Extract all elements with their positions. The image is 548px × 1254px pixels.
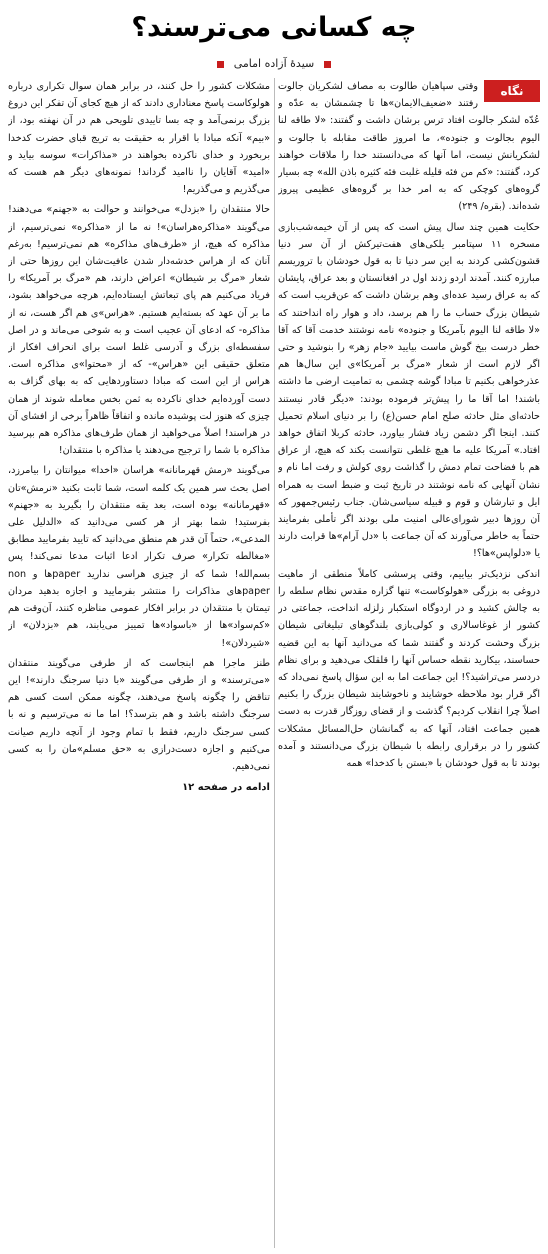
section-tag: نگاه xyxy=(484,80,540,102)
paragraph: حالا منتقدان را «بزدل» می‌خوانند و حوالت به «جهنم» می‌دهند! می‌گویند «مذاکره‌هراسان»! نه ما از «مذاکره» نمی‌ترسیم، از مذاکره که هیچ، از «طرف‌های مذاکره» هم نمی‌ترسیم! به‌رغم آنان که از هراس خدشه‌دار شدن عافیت‌شان این روزها حتی از شعار «مرگ بر شیطان» اعراض دارند، هم «مرگ بر آمریکا» را فریاد می‌کنیم هم پای تبعاتش ایستاده‌ایم، هرچه می‌خواهد بشود، ما بر آن عهد که بسته‌ایم هستیم. «هراس»ی هم اگر هست، نه از مذاکره- که ادعای آن عجیب است و به شوخی می‌ماند و در اصل سفسطه‌ای بزرگ و آدرسی غلط است برای انحراف افکار از متعلق حقیقی این «هراس»- که از «محتوا»ی مذاکره است. هراس از این است که مبادا دستاوردهایی که به بهای گزاف به دست آورده‌ایم خدای ناکرده به ثمن بخس معامله شوند از همان چیزی که هنوز لت پوشیده مانده و اتفاقاً ظاهراً برخی از افشای آن در هراسند! اصلاً می‌خواهید از همان طرف‌های مذاکره هم بپرسید مذاکره با شما را ترجیح می‌دهند یا مذاکره با منتقدان! xyxy=(8,204,270,457)
continuation-note[interactable]: ادامه در صفحه ۱۲ xyxy=(182,782,270,794)
paragraph: اندکی نزدیک‌تر بیاییم، وقتی پرسشی کاملاً منطقی از ماهیت دروغی به بزرگی «هولوکاست» تنها گزاره مقدس نظام سلطه را به چالش کشید و در اردوگاه استکبار زلزله انداخت، جماعتی در کشور از غوغاسالاری و کولی‌بازی بلندگوهای تبلیغاتی شیطان بزرگ وحشت کردند و گفتند شما که می‌دانید آنها به این قضیه حساسند، بیکارید نقطه حساس آنها را قلقلک می‌دهید و برای نظام دردسر می‌تراشید؟! این جماعت اما به این سؤال پاسخ نمی‌داد که اگر قرار بود ملاحظه خوشایند و ناخوشایند شیطان بزرگ را بکنیم اصلاً چرا انقلاب کردیم؟ گذشت و از قضای روزگار قدرت به دست همین جماعت افتاد، آنها که به گمانشان حل‌المسائل مشکلات کشور را در برقراری رابطه با شیطان بزرگ می‌دانستند و آمده بودند تا به قول خودشان با «بستن با کدخدا» همه xyxy=(278,568,540,769)
paragraph: حکایت همین چند سال پیش است که پس از آن خیمه‌شب‌بازی مسخره ۱۱ سپتامبر یلکی‌های هفت‌تیرکش از آن سر دنیا قشون‌کشی کردند به این سر دنیا تا به قول خودشان با تروریسم مبارزه کنند. آمدند اردو زدند اول در افغانستان و بعد عراق، پایشان که به عراق رسید عده‌ای وهم برشان داشت که عن‌قریب است که شیطان بزرگ حساب ما را هم برسد، داد و هوار راه انداختند که «لا طاقه لنا الیوم بآمریکا و جنوده» نامه نوشتند خدمت آقا که آقا خطر درست بیخ گوش ماست بیایید «جام زهر» را بنوشید و حتی اگر لازم است از شعار «مرگ بر آمریکا»ی این سال‌ها هم عذرخواهی بکنیم تا مبادا گوشه چشمی به تمامیت ارضی ما داشته باشند! اما آقا ما را پیش‌تر فرموده بودند: «دیگر قادر نیستند حادثه‌ای مثل حادثه صلح امام حسن(ع) را بر دنیای اسلام تحمیل کنند. اینجا اگر دشمن زیاد فشار بیاورد، حادثه کربلا اتفاق خواهد افتاد.» آمریکا علیه ما هیچ غلطی نتوانست بکند که هیچ، از عراق هم با فضاحت تمام دمش را گذاشت روی کولش و رفت اما نام و نشان آنهایی که نامه نوشتند در تاریخ ثبت و ضبط است به همراه ایل و تبارشان و قوم و قبیله سیاسی‌شان. جناب رئیس‌جمهور که آن روزها دبیر شورای‌عالی امنیت ملی بودند اگر تأملی بفرمایند حتماً به خاطر می‌آورند که آن جماعت با «دل آرام»ها قرابت دارند یا «دلواپس»ها؟! xyxy=(278,221,540,560)
author-name: سیدهٔ آزاده امامی xyxy=(233,57,315,70)
byline xyxy=(8,56,540,72)
left-column xyxy=(8,78,270,1248)
paragraph: مشکلات کشور را حل کنند، در برابر همان سوال تکراری درباره هولوکاست پاسخ معناداری دادند که از هیچ کجای آن تفکر این دروغ بزرگ برنمی‌آمد و چه بسا تاییدی تلویحی هم در آن نهفته بود، از «بیم» آنکه مبادا با اقرار به حقیقت به تریج قبای حضرت کدخدا بربخورد و خدای ناکرده بخواهند در «مذاکرات» سوسه بیاید و «امید» آقایان را ناامید گرداند! نمونه‌های دیگر هم هست که می‌گذریم و می‌گذریم! xyxy=(8,81,270,196)
red-square-icon xyxy=(324,61,331,68)
article-body xyxy=(8,78,540,1248)
red-square-icon xyxy=(217,61,224,68)
right-column xyxy=(278,78,540,1248)
paragraph: می‌گویند «رمش قهرمانانه» هراسان «اخدا» میوانتان را بیامرزد، اصل بحث سر همین یک کلمه است، شما ثابت بکنید «نرمش»تان «قهرمانانه» بوده است، بعد یقه منتقدان را بگیرید به «جهنم» بفرستید! شما بهتر از هر کسی می‌دانید که «الدلیل علی المدعی»، حتماً آن قدر هم منطق می‌دانید که تایید بفرمایید مطابق «مغالطه تکرار» صرف تکرار ادعا اثبات مدعا نمی‌کند! پس بسم‌الله! شما که از چیزی هراسی ندارید paperها و non paperهای مذاکرات را منتشر بفرمایید و اجازه بدهید مردان تیمتان با منتقدان در برابر افکار عمومی مناظره کنند، آن‌وقت هم «کم‌سواد»ها از «باسواد»ها تمییز می‌یابند، هم «بزدلان» از «شیردلان»! xyxy=(8,465,270,649)
article-headline: چه کسانی می‌ترسند؟ xyxy=(131,12,417,43)
paragraph: طنز ماجرا هم اینجاست که از طرفی می‌گویند منتقدان «می‌ترسند» و از طرفی می‌گویند «با دنیا سرجنگ دارند»! این تناقض را چگونه پاسخ می‌دهند، چگونه ممکن است کسی هم سرجنگ داشته باشد و هم بترسد؟! اما ما نه می‌ترسیم و نه با کسی سرجنگ داریم، فقط با تمام وجود از آنچه داریم صیانت می‌کنیم و اجازه دست‌درازی به «حق مسلم»مان را به کسی نمی‌دهیم. xyxy=(8,657,270,772)
paragraph: وقتی سپاهیان طالوت به مصاف لشکریان جالوت رفتند «ضعیف‌الایمان»ها تا چشمشان به عدّه و عُدّه لشکر جالوت افتاد ترس برشان داشت و گفتند: «لا طاقه لنا الیوم بجالوت و جنوده»، ما امروز طاقت مقابله با جالوت و لشکریانش نیست، اما آنها که می‌دانستند خدا را ملاقات خواهند کرد، گفتند: «کم من فئه قلیله غلبت فئه کثیره باذن الله» چه بسیار گروه‌های کوچکی که به امر خدا بر گروه‌های عظیمی پیروز شده‌اند. (بقره/ ۲۴۹) xyxy=(278,81,540,213)
